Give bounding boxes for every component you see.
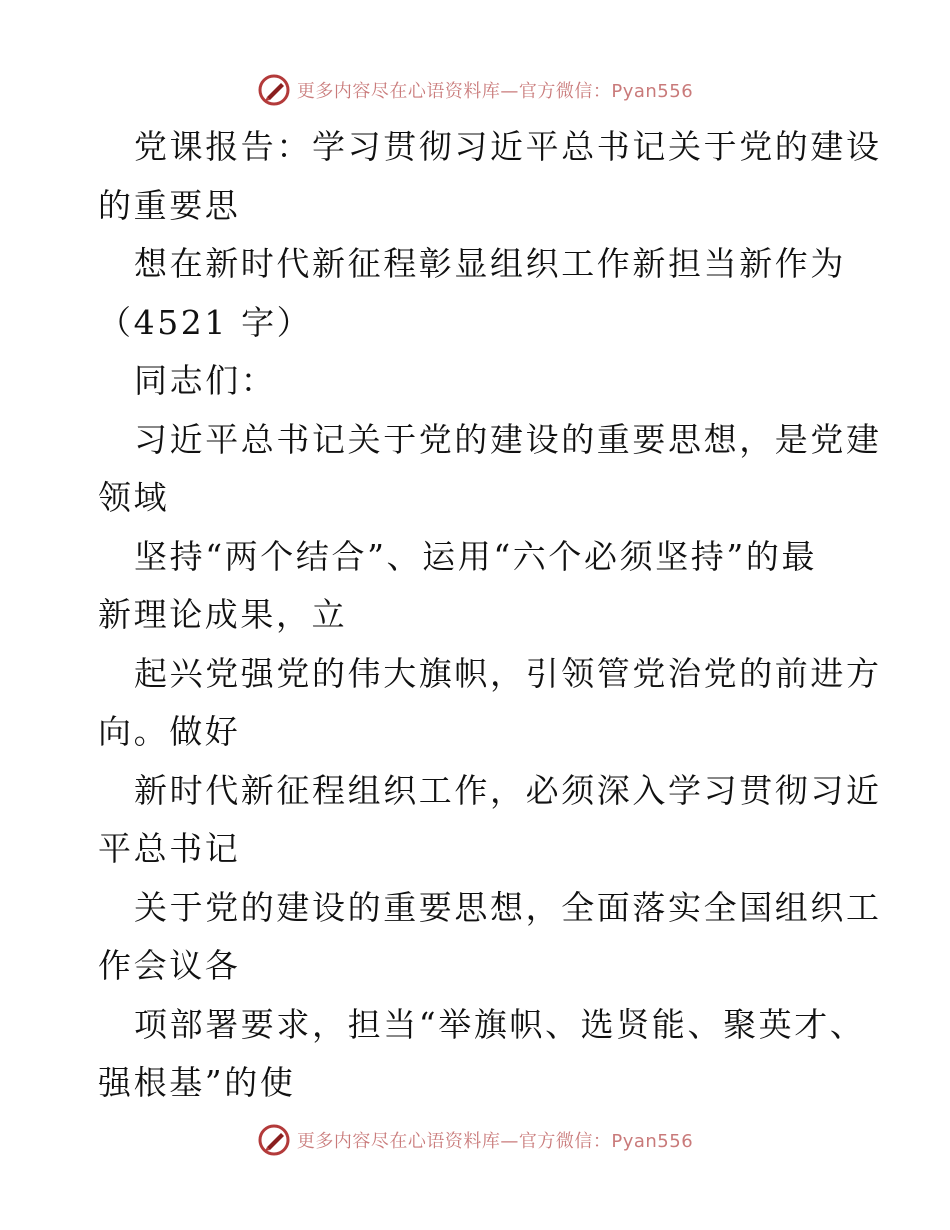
title-line-3: 想在新时代新征程彰显组织工作新担当新作为: [134, 244, 846, 283]
title-line-1: 党课报告：学习贯彻习近平总书记关于党的建设: [134, 127, 882, 166]
pen-logo-icon: [257, 1123, 291, 1157]
paragraph-line: 强根基”的使: [98, 1063, 296, 1102]
watermark-text: 更多内容尽在心语资料库—官方微信：Pyan556: [296, 1131, 694, 1152]
paragraph-line: 作会议各: [98, 946, 241, 985]
paragraph-line: 向。做好: [98, 712, 241, 751]
paragraph-line: 领域: [98, 478, 170, 517]
footer-watermark: [0, 1120, 950, 1160]
document-body: [98, 118, 882, 1113]
watermark-text: 更多内容尽在心语资料库—官方微信：Pyan556: [296, 81, 694, 102]
paragraph-line: 习近平总书记关于党的建设的重要思想，是党建: [134, 419, 882, 459]
title-line-2: 的重要思: [98, 185, 241, 225]
paragraph-line: 新理论成果，立: [98, 595, 348, 634]
pen-logo-icon: [257, 73, 291, 107]
salutation-line: 同志们：: [134, 361, 277, 400]
paragraph-line: 新时代新征程组织工作，必须深入学习贯彻习近: [134, 770, 882, 810]
paragraph-line: 平总书记: [98, 829, 241, 868]
paragraph-line: 坚持“两个结合”、运用“六个必须坚持”的最: [134, 536, 818, 576]
paragraph-line: 关于党的建设的重要思想，全面落实全国组织工: [134, 887, 882, 927]
header-watermark: [0, 70, 950, 110]
paragraph-line: 项部署要求，担当“举旗帜、选贤能、聚英才、: [134, 1004, 866, 1044]
word-count-line: （4521 字）: [98, 302, 313, 342]
paragraph-line: 起兴党强党的伟大旗帜，引领管党治党的前进方: [134, 653, 882, 693]
